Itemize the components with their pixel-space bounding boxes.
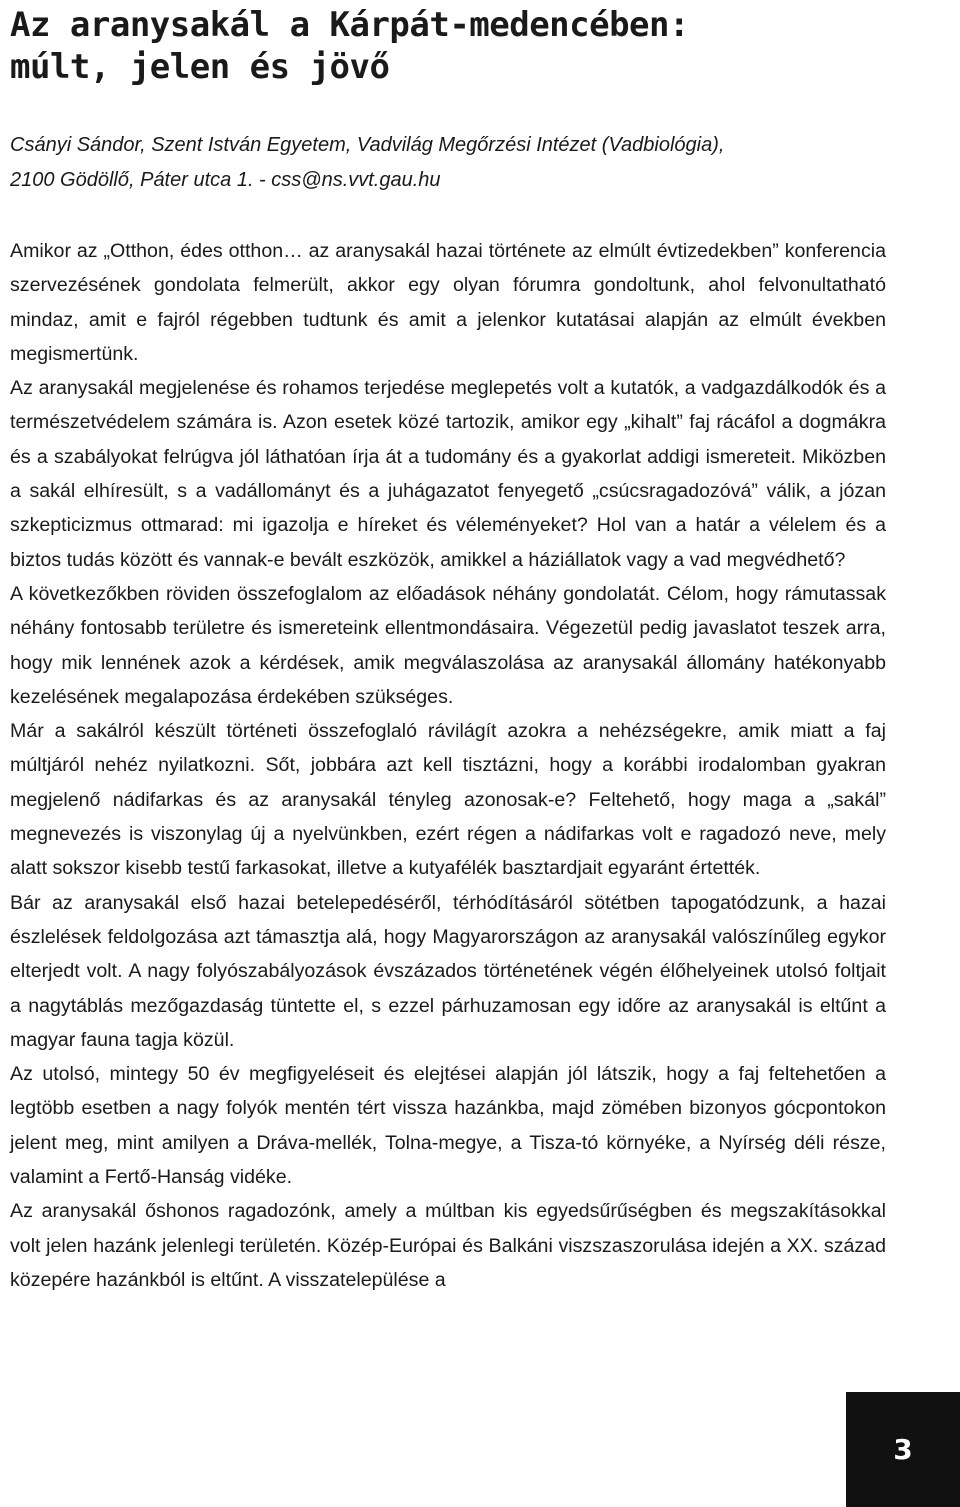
paragraph: Az aranysakál megjelenése és rohamos terjedése meglepetés volt a kutatók, a vadgazdálkodók és a természetvédelem számára is. Azon esetek közé tartozik, amikor egy „kihalt” faj rácáfol a dogmákra és a szabályokat felrúgva jól láthatóan írja át a tudomány és a gyakorlat addigi ismereteit. Miközben a sakál elhíresült, s a vadállományt és a juhágazatot fenyegető „csúcsragadozóvá” válik, a józan szkepticizmus ottmarad: mi igazolja e híreket és véleményeket? Hol van a határ a vélelem és a biztos tudás között és vannak-e bevált eszközök, amikkel a háziállatok vagy a vad megvédhető? bbox=[10, 377, 886, 571]
paragraph: Az utolsó, mintegy 50 év megfigyeléseit és elejtései alapján jól látszik, hogy a faj feltehetően a legtöbb esetben a nagy folyók mentén tért vissza hazánkba, majd zömében bizonyos gócpontokon jelent meg, mint amilyen a Dráva-mellék, Tolna-megye, a Tisza-tó környéke, a Nyírség déli része, valamint a Fertő-Hanság vidéke. bbox=[10, 1063, 886, 1189]
article-title bbox=[10, 0, 886, 88]
article bbox=[10, 0, 886, 1297]
page-number-box bbox=[846, 1392, 960, 1507]
title-line-1: Az aranysakál a Kárpát-medencében: bbox=[10, 5, 689, 45]
article-body bbox=[10, 234, 886, 1297]
paragraph: Amikor az „Otthon, édes otthon… az aranysakál hazai története az elmúlt évtizedekben” konferencia szervezésének gondolata felmerült, akkor egy olyan fórumra gondoltunk, ahol felvonultatható mindaz, amit e fajról régebben tudtunk és amit a jelenkor kutatásai alapján az elmúlt években megismertünk. bbox=[10, 240, 886, 365]
paragraph: Az aranysakál őshonos ragadozónk, amely a múltban kis egyedsűrűségben és megszakításokkal volt jelen hazánk jelenlegi területén. Közép-Európai és Balkáni viszszaszorulása idején a XX. század közepére hazánkból is eltűnt. A visszatelepülése a bbox=[10, 1200, 886, 1291]
affiliation-line-1: Csányi Sándor, Szent István Egyetem, Vadvilág Megőrzési Intézet (Vadbiológia), bbox=[10, 134, 725, 156]
page-number: 3 bbox=[893, 1433, 913, 1466]
paragraph: Már a sakálról készült történeti összefoglaló rávilágít azokra a nehézségekre, amik miatt a faj múltjáról nehéz nyilatkozni. Sőt, jobbára azt kell tisztázni, hogy a korábbi irodalomban gyakran megjelenő nádifarkas és az aranysakál tényleg azonosak-e? Feltehető, hogy maga a „sakál” megnevezés is viszonylag új a nyelvünkben, ezért régen a nádifarkas volt e ragadozó neve, mely alatt sokszor kisebb testű farkasokat, illetve a kutyafélék basztardjait egyaránt értették. bbox=[10, 720, 886, 880]
paragraph: Bár az aranysakál első hazai betelepedéséről, térhódításáról sötétben tapogatódzunk, a hazai észlelések feldolgozása azt támasztja alá, hogy Magyarországon az aranysakál valószínűleg egykor elterjedt volt. A nagy folyószabályozások évszázados történetének végén élőhelyeinek utolsó foltjait a nagytáblás mezőgazdaság tüntette el, s ezzel párhuzamosan egy időre az aranysakál is eltűnt a magyar fauna tagja közül. bbox=[10, 891, 886, 1051]
author-affiliation bbox=[10, 128, 886, 198]
affiliation-line-2: 2100 Gödöllő, Páter utca 1. - css@ns.vvt.gau.hu bbox=[10, 169, 441, 191]
title-line-2: múlt, jelen és jövő bbox=[10, 47, 390, 87]
paragraph: A következőkben röviden összefoglalom az előadások néhány gondolatát. Célom, hogy rámutassak néhány fontosabb területre és ismereteink ellentmondásaira. Végezetül pedig javaslatot teszek arra, hogy mik lennének azok a kérdések, amik megválaszolása az aranysakál állomány hatékonyabb kezelésének megalapozása érdekében szükséges. bbox=[10, 582, 886, 708]
